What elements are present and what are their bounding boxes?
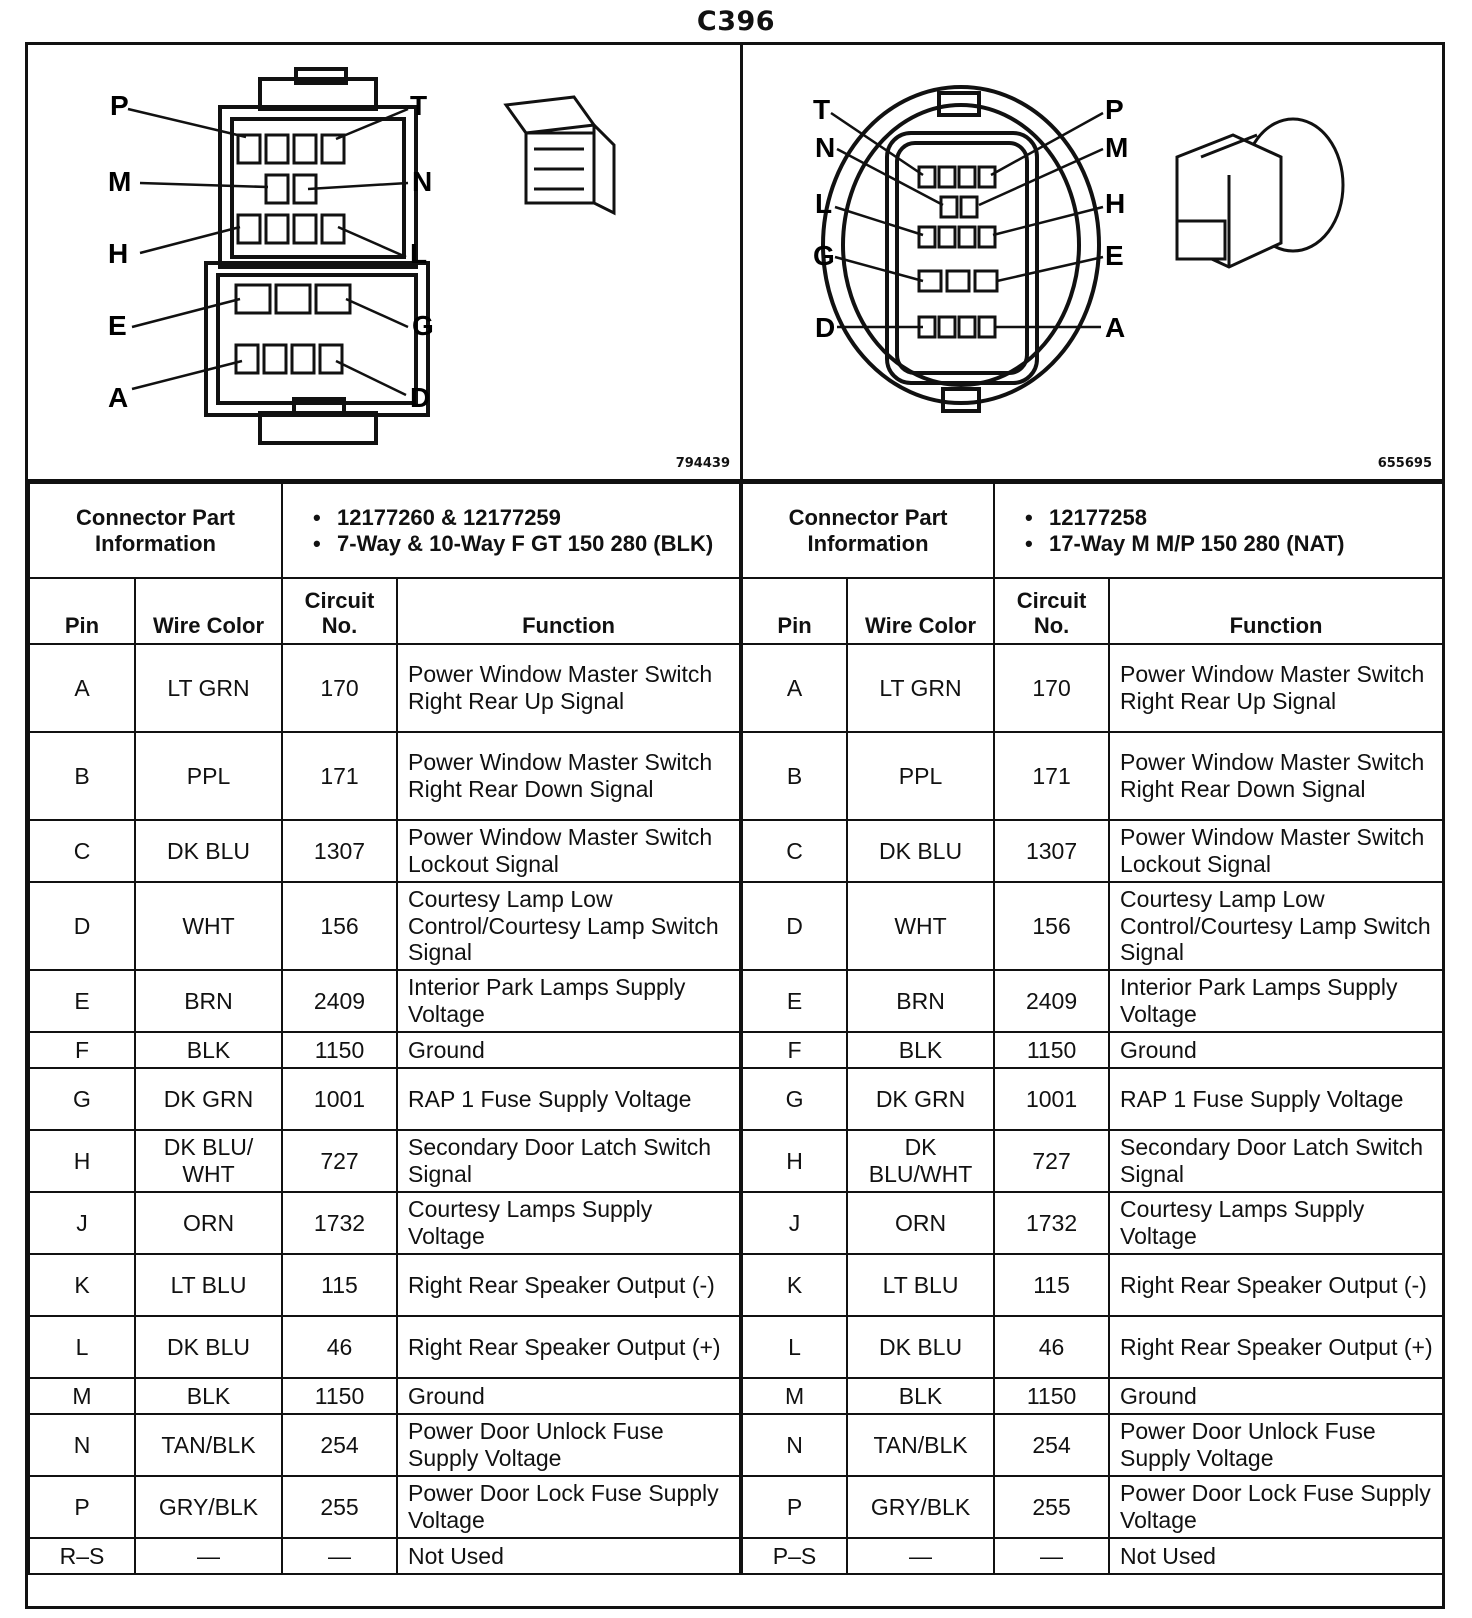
table-row (29, 1414, 1443, 1476)
wire-color-cell: — (135, 1538, 282, 1574)
circuit-cell: 1732 (994, 1192, 1109, 1254)
circuit-cell: — (282, 1538, 397, 1574)
connector-info-item: • 12177258 (1025, 505, 1438, 531)
table-row (29, 1316, 1443, 1378)
pin-label-t: T (410, 90, 428, 121)
wire-color-cell: — (847, 1538, 994, 1574)
wire-color-cell: BLK (847, 1032, 994, 1068)
connector-diagrams (28, 45, 1442, 482)
wire-color-cell: DK GRN (847, 1068, 994, 1130)
wire-color-cell: WHT (847, 882, 994, 970)
circuit-cell: 1150 (994, 1378, 1109, 1414)
connector-info-item: • 7-Way & 10-Way F GT 150 280 (BLK) (313, 531, 735, 557)
wire-color-cell: DK BLU (847, 820, 994, 882)
column-header-circuit-no: Circuit No. (994, 578, 1109, 644)
table-row (29, 732, 1443, 820)
connector-info-values (282, 483, 741, 578)
connector-info-label: Connector Part Information (29, 483, 282, 578)
pin-cell: K (741, 1254, 847, 1316)
table-row (29, 1068, 1443, 1130)
function-cell: Secondary Door Latch Switch Signal (1109, 1130, 1443, 1192)
wire-color-cell: BLK (135, 1032, 282, 1068)
right-connector-drawing (743, 45, 1442, 479)
column-header-circuit-no: Circuit No. (282, 578, 397, 644)
pin-cell: D (29, 882, 135, 970)
pin-cell: P (741, 1476, 847, 1538)
pin-cell: A (741, 644, 847, 732)
circuit-cell: 171 (282, 732, 397, 820)
table-row (29, 1254, 1443, 1316)
pin-cell: M (29, 1378, 135, 1414)
pin-cell: G (741, 1068, 847, 1130)
pin-label-h: H (1105, 188, 1126, 219)
wire-color-cell: BRN (135, 970, 282, 1032)
circuit-cell: 1150 (282, 1378, 397, 1414)
connector-info-item: • 12177260 & 12177259 (313, 505, 735, 531)
table-row (29, 1192, 1443, 1254)
pin-label-l: L (410, 238, 428, 269)
table-header-row (29, 578, 1443, 644)
pin-label-p: P (1105, 94, 1124, 125)
function-cell: RAP 1 Fuse Supply Voltage (1109, 1068, 1443, 1130)
pin-cell: H (741, 1130, 847, 1192)
circuit-cell: 1001 (282, 1068, 397, 1130)
function-cell: Ground (397, 1032, 741, 1068)
circuit-cell: 170 (994, 644, 1109, 732)
table-row (29, 882, 1443, 970)
pin-cell: J (741, 1192, 847, 1254)
pin-label-e: E (1105, 240, 1124, 271)
function-cell: Power Window Master Switch Lockout Signal (397, 820, 741, 882)
pin-label-n: N (412, 166, 433, 197)
pin-cell: P (29, 1476, 135, 1538)
pin-label-a: A (1105, 312, 1126, 343)
pin-table (28, 482, 1444, 1575)
function-cell: Power Door Unlock Fuse Supply Voltage (1109, 1414, 1443, 1476)
pin-label-g: G (813, 240, 835, 271)
wire-color-cell: DK GRN (135, 1068, 282, 1130)
circuit-cell: 156 (282, 882, 397, 970)
column-header-wire-color: Wire Color (135, 578, 282, 644)
function-cell: Interior Park Lamps Supply Voltage (397, 970, 741, 1032)
wire-color-cell: BLK (847, 1378, 994, 1414)
pin-label-d: D (815, 312, 836, 343)
wire-color-cell: DK BLU (135, 1316, 282, 1378)
wire-color-cell: LT GRN (135, 644, 282, 732)
function-cell: RAP 1 Fuse Supply Voltage (397, 1068, 741, 1130)
connector-sheet (25, 42, 1445, 1609)
function-cell: Ground (1109, 1378, 1443, 1414)
function-cell: Ground (1109, 1032, 1443, 1068)
table-row (29, 1476, 1443, 1538)
column-header-pin: Pin (29, 578, 135, 644)
circuit-cell: — (994, 1538, 1109, 1574)
function-cell: Interior Park Lamps Supply Voltage (1109, 970, 1443, 1032)
wire-color-cell: DK BLU/WHT (847, 1130, 994, 1192)
column-header-wire-color: Wire Color (847, 578, 994, 644)
function-cell: Power Window Master Switch Right Rear Up Signal (397, 644, 741, 732)
figure-number: 794439 (675, 456, 730, 471)
circuit-cell: 46 (994, 1316, 1109, 1378)
circuit-cell: 171 (994, 732, 1109, 820)
circuit-cell: 1150 (282, 1032, 397, 1068)
pin-label-d: D (410, 382, 431, 413)
left-connector-drawing (28, 45, 740, 479)
circuit-cell: 727 (282, 1130, 397, 1192)
left-connector-diagram (28, 45, 743, 479)
wire-color-cell: BLK (135, 1378, 282, 1414)
table-row (29, 1378, 1443, 1414)
function-cell: Right Rear Speaker Output (-) (1109, 1254, 1443, 1316)
pin-cell: C (29, 820, 135, 882)
column-header-function: Function (397, 578, 741, 644)
connector-info-item: • 17-Way M M/P 150 280 (NAT) (1025, 531, 1438, 557)
circuit-cell: 254 (994, 1414, 1109, 1476)
function-cell: Power Door Lock Fuse Supply Voltage (397, 1476, 741, 1538)
function-cell: Right Rear Speaker Output (+) (397, 1316, 741, 1378)
pin-cell: K (29, 1254, 135, 1316)
connector-info-label: Connector Part Information (741, 483, 994, 578)
wire-color-cell: LT BLU (135, 1254, 282, 1316)
table-row (29, 644, 1443, 732)
table-row (29, 970, 1443, 1032)
circuit-cell: 1150 (994, 1032, 1109, 1068)
table-row (29, 1538, 1443, 1574)
connector-info-row (29, 483, 1443, 578)
pin-cell: F (29, 1032, 135, 1068)
circuit-cell: 115 (994, 1254, 1109, 1316)
circuit-cell: 2409 (282, 970, 397, 1032)
pin-cell: L (29, 1316, 135, 1378)
circuit-cell: 255 (994, 1476, 1109, 1538)
circuit-cell: 1307 (282, 820, 397, 882)
wire-color-cell: TAN/BLK (135, 1414, 282, 1476)
pin-cell: R–S (29, 1538, 135, 1574)
function-cell: Courtesy Lamps Supply Voltage (397, 1192, 741, 1254)
circuit-cell: 1307 (994, 820, 1109, 882)
pin-cell: E (741, 970, 847, 1032)
wire-color-cell: PPL (847, 732, 994, 820)
pin-label-m: M (1105, 132, 1129, 163)
wire-color-cell: GRY/BLK (135, 1476, 282, 1538)
pin-cell: B (741, 732, 847, 820)
function-cell: Right Rear Speaker Output (+) (1109, 1316, 1443, 1378)
wire-color-cell: DK BLU (847, 1316, 994, 1378)
pin-cell: M (741, 1378, 847, 1414)
circuit-cell: 1732 (282, 1192, 397, 1254)
pin-cell: G (29, 1068, 135, 1130)
pin-label-e: E (108, 310, 127, 341)
function-cell: Courtesy Lamp Low Control/Courtesy Lamp Switch Signal (397, 882, 741, 970)
circuit-cell: 255 (282, 1476, 397, 1538)
page-title: C396 (696, 6, 776, 37)
function-cell: Power Window Master Switch Right Rear Down Signal (397, 732, 741, 820)
wire-color-cell: ORN (847, 1192, 994, 1254)
circuit-cell: 115 (282, 1254, 397, 1316)
right-connector-diagram (743, 45, 1442, 479)
function-cell: Not Used (397, 1538, 741, 1574)
function-cell: Courtesy Lamps Supply Voltage (1109, 1192, 1443, 1254)
table-row (29, 820, 1443, 882)
pin-label-h: H (108, 238, 129, 269)
circuit-cell: 2409 (994, 970, 1109, 1032)
function-cell: Power Door Unlock Fuse Supply Voltage (397, 1414, 741, 1476)
pin-cell: H (29, 1130, 135, 1192)
function-cell: Right Rear Speaker Output (-) (397, 1254, 741, 1316)
wire-color-cell: LT GRN (847, 644, 994, 732)
function-cell: Not Used (1109, 1538, 1443, 1574)
function-cell: Power Window Master Switch Right Rear Down Signal (1109, 732, 1443, 820)
pin-cell: P–S (741, 1538, 847, 1574)
pin-cell: N (29, 1414, 135, 1476)
pin-cell: B (29, 732, 135, 820)
pin-cell: D (741, 882, 847, 970)
pin-label-t: T (813, 94, 831, 125)
circuit-cell: 46 (282, 1316, 397, 1378)
table-row (29, 1032, 1443, 1068)
pin-label-p: P (110, 90, 129, 121)
column-header-function: Function (1109, 578, 1443, 644)
pin-cell: N (741, 1414, 847, 1476)
wire-color-cell: ORN (135, 1192, 282, 1254)
pin-label-a: A (108, 382, 129, 413)
pin-label-l: L (815, 188, 833, 219)
figure-number: 655695 (1377, 456, 1432, 471)
table-row (29, 1130, 1443, 1192)
circuit-cell: 170 (282, 644, 397, 732)
pin-label-n: N (815, 132, 836, 163)
pin-cell: J (29, 1192, 135, 1254)
pin-label-g: G (412, 310, 434, 341)
connector-info-values (994, 483, 1443, 578)
pin-cell: L (741, 1316, 847, 1378)
column-header-pin: Pin (741, 578, 847, 644)
function-cell: Power Window Master Switch Lockout Signal (1109, 820, 1443, 882)
wire-color-cell: BRN (847, 970, 994, 1032)
pin-cell: C (741, 820, 847, 882)
wire-color-cell: TAN/BLK (847, 1414, 994, 1476)
pin-label-m: M (108, 166, 132, 197)
function-cell: Ground (397, 1378, 741, 1414)
wire-color-cell: GRY/BLK (847, 1476, 994, 1538)
pin-cell: F (741, 1032, 847, 1068)
wire-color-cell: PPL (135, 732, 282, 820)
pin-cell: E (29, 970, 135, 1032)
wire-color-cell: DK BLU/ WHT (135, 1130, 282, 1192)
function-cell: Power Door Lock Fuse Supply Voltage (1109, 1476, 1443, 1538)
circuit-cell: 727 (994, 1130, 1109, 1192)
wire-color-cell: DK BLU (135, 820, 282, 882)
wire-color-cell: WHT (135, 882, 282, 970)
circuit-cell: 156 (994, 882, 1109, 970)
function-cell: Courtesy Lamp Low Control/Courtesy Lamp Switch Signal (1109, 882, 1443, 970)
function-cell: Power Window Master Switch Right Rear Up Signal (1109, 644, 1443, 732)
function-cell: Secondary Door Latch Switch Signal (397, 1130, 741, 1192)
wire-color-cell: LT BLU (847, 1254, 994, 1316)
pin-cell: A (29, 644, 135, 732)
circuit-cell: 254 (282, 1414, 397, 1476)
circuit-cell: 1001 (994, 1068, 1109, 1130)
